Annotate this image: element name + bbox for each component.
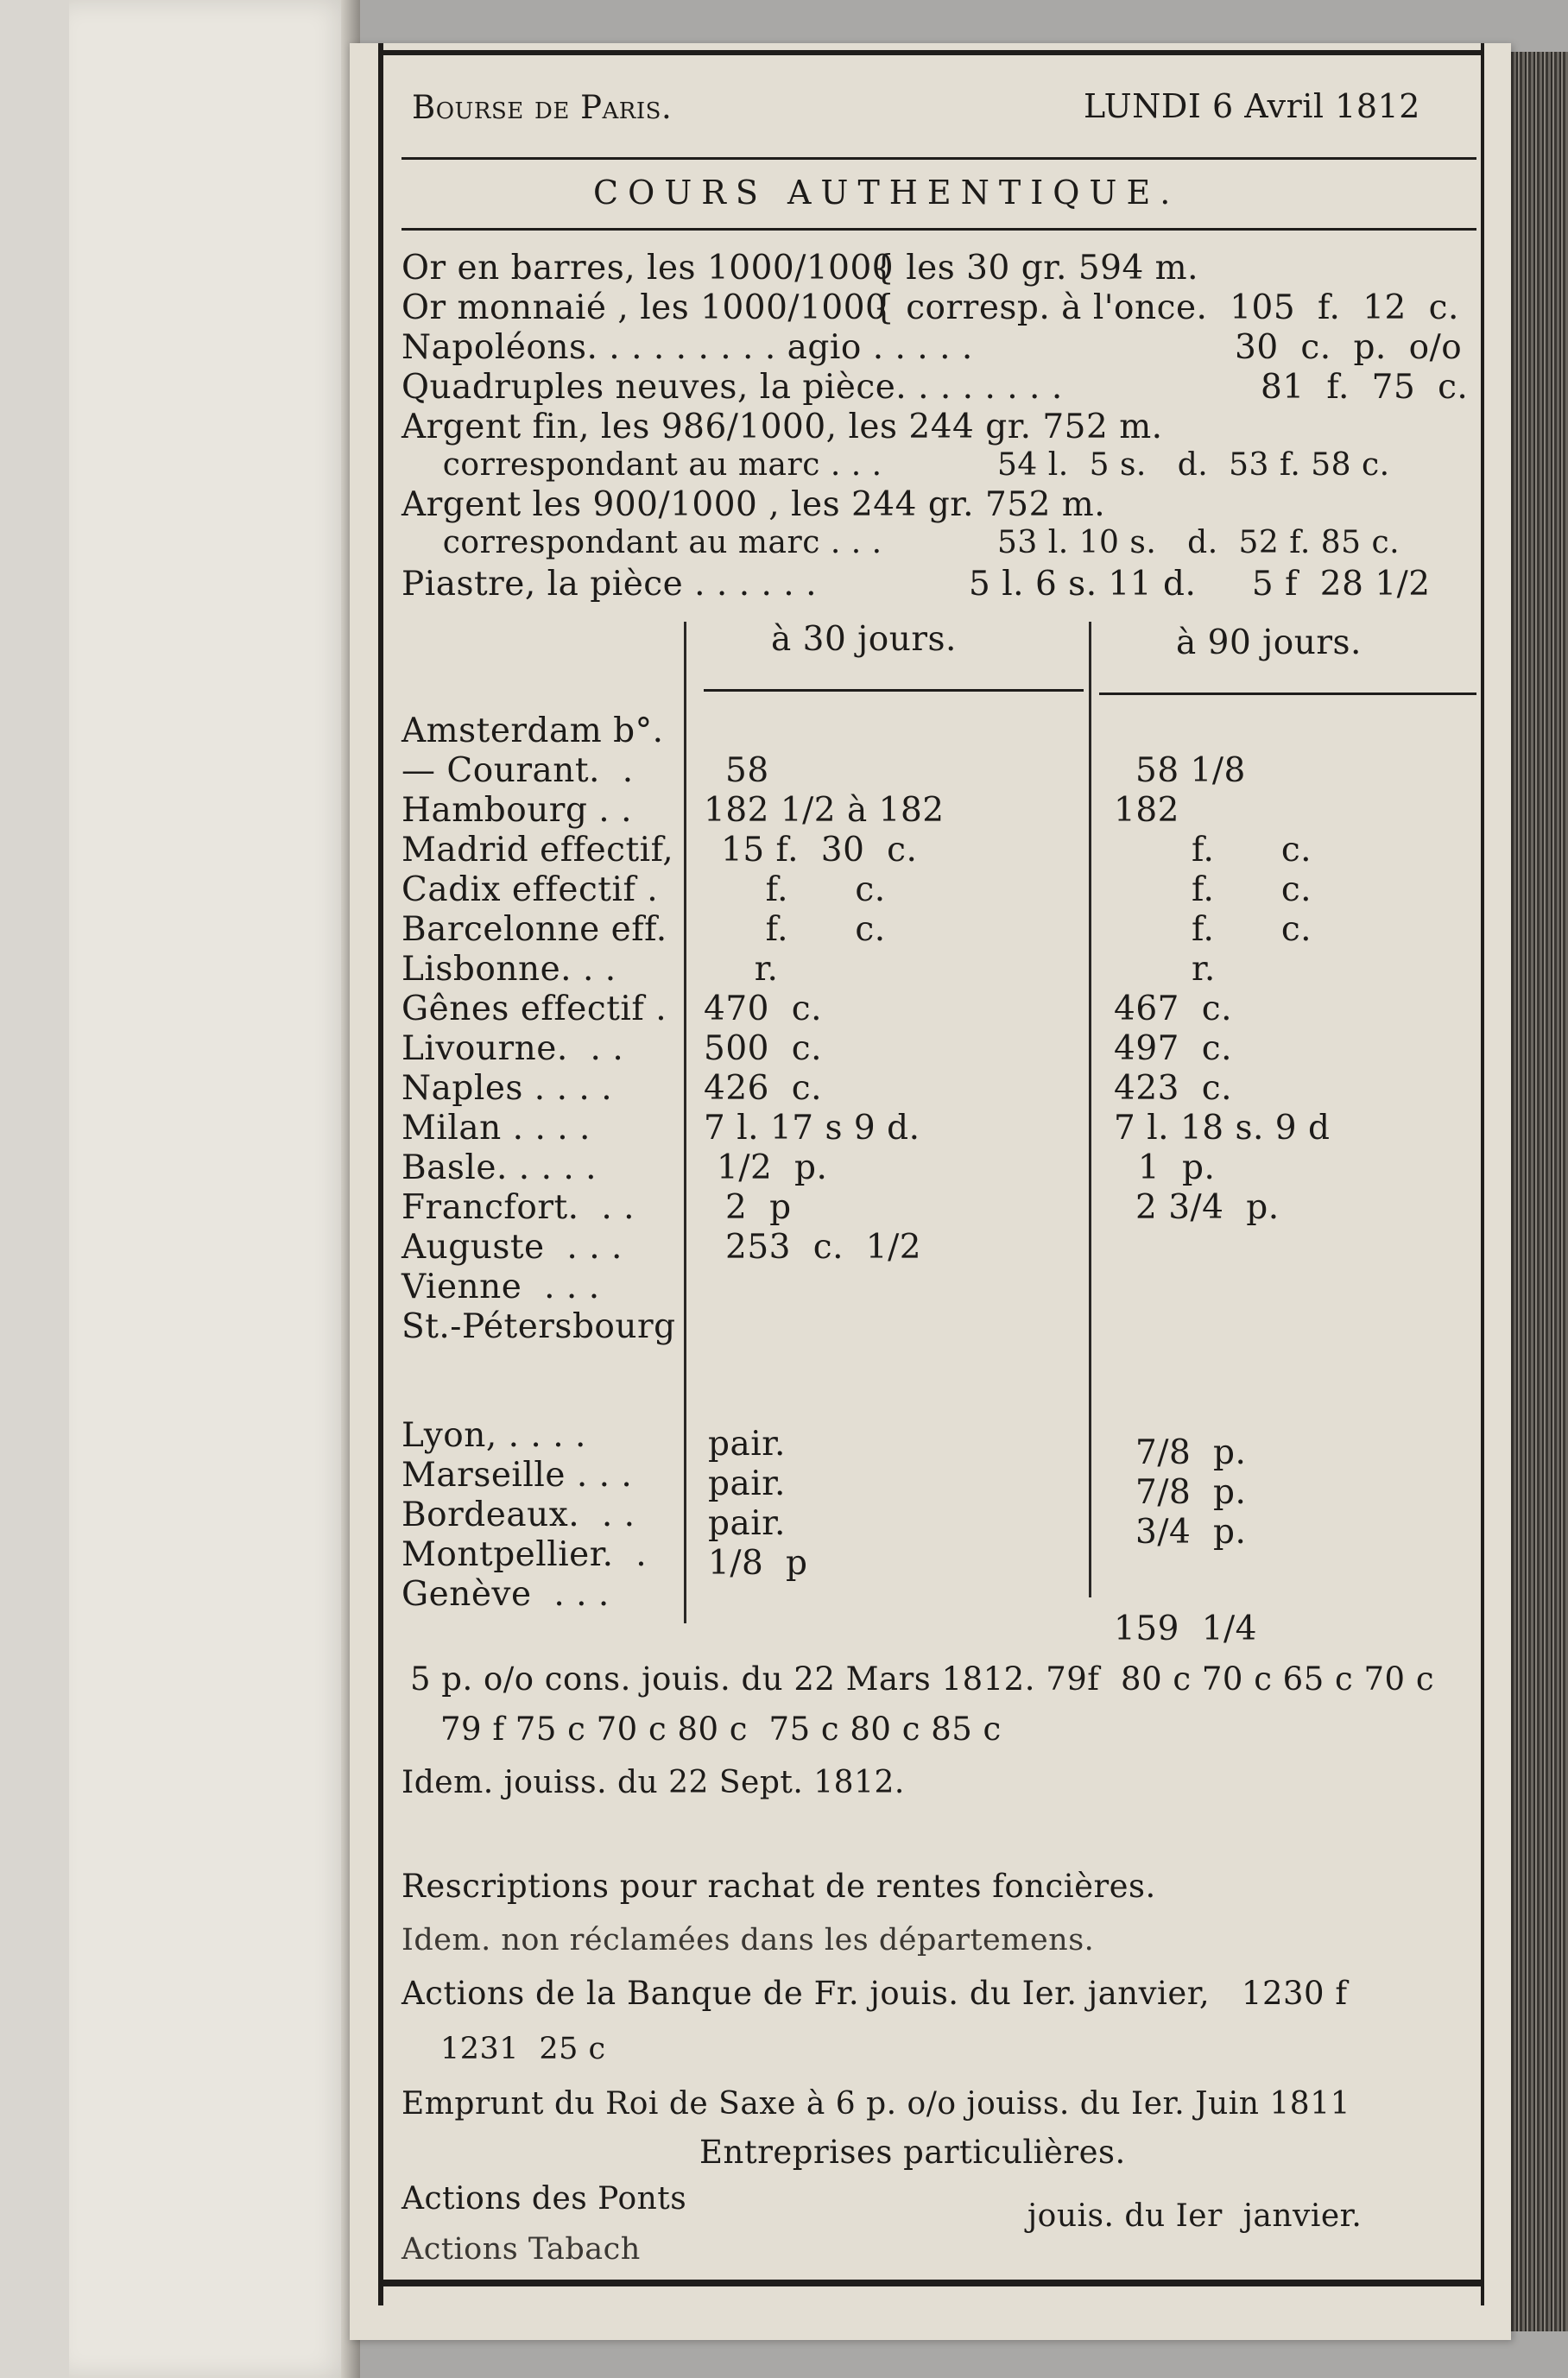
- rescriptions-line: Rescriptions pour rachat de rentes foncières.: [401, 1868, 1156, 1905]
- column-rule-30: [704, 689, 1084, 692]
- header-date: LUNDI 6 Avril 1812: [1084, 87, 1420, 125]
- metal-label: Napoléons. . . . . . . . . agio . . . . .: [401, 328, 973, 367]
- frame-top-rule: [381, 50, 1483, 55]
- place-label: Montpellier. .: [401, 1535, 648, 1574]
- metal-value: { les 30 gr. 594 m.: [873, 249, 1199, 288]
- place-label: Livourne. . .: [401, 1029, 624, 1068]
- entreprises-heading: Entreprises particulières.: [699, 2134, 1126, 2171]
- rate-90: f. c.: [1192, 910, 1312, 949]
- place-label: Madrid effectif,: [401, 831, 674, 870]
- rate-90: f. c.: [1192, 870, 1312, 909]
- metal-label: Argent les 900/1000 , les 244 gr. 752 m.: [401, 485, 1106, 524]
- ponts-jouis: jouis. du Ier janvier.: [1027, 2198, 1363, 2234]
- place-label: Milan . . . .: [401, 1109, 591, 1148]
- tabac-line: Actions Tabach: [401, 2232, 641, 2267]
- rate-90: 7/8 p.: [1135, 1433, 1247, 1472]
- printed-page: [350, 43, 1511, 2340]
- ponts-line: Actions des Ponts: [401, 2181, 687, 2217]
- banque-line-2: 1231 25 c: [440, 2032, 606, 2066]
- title-rule: [401, 228, 1476, 231]
- metal-label: Piastre, la pièce . . . . . .: [401, 565, 817, 604]
- header-rule: [401, 157, 1476, 160]
- place-label: Bordeaux. . .: [401, 1496, 635, 1534]
- place-label: Genève . . .: [401, 1575, 610, 1614]
- page-title: COURS AUTHENTIQUE.: [593, 174, 1180, 212]
- banque-line-1: Actions de la Banque de Fr. jouis. du Ier. janvier, 1230 f: [401, 1975, 1348, 2012]
- metal-label: Quadruples neuves, la pièce. . . . . . . .: [401, 368, 1063, 407]
- rate-90: 182: [1114, 791, 1179, 830]
- metal-label: correspondant au marc . . .: [401, 447, 882, 483]
- column-rule-90: [1099, 693, 1476, 695]
- rate-30: f. c.: [721, 910, 886, 949]
- place-label: Marseille . . .: [401, 1456, 633, 1495]
- rate-90: 7 l. 18 s. 9 d: [1114, 1109, 1331, 1148]
- place-label: — Courant. .: [401, 751, 634, 790]
- column-header-90: à 90 jours.: [1176, 623, 1362, 662]
- metal-label: correspondant au marc . . .: [401, 525, 882, 560]
- place-label: St.-Pétersbourg: [401, 1307, 676, 1346]
- frame-right-rule: [1481, 43, 1484, 2305]
- place-label: Barcelonne eff.: [401, 910, 667, 949]
- rate-30: 253 c. 1/2: [725, 1228, 922, 1267]
- emprunt-line: Emprunt du Roi de Saxe à 6 p. o/o jouiss. du Ier. Juin 1811: [401, 2086, 1351, 2122]
- metal-value: 81 f. 75 c.: [1261, 368, 1469, 407]
- rate-30: 1/8 p: [708, 1544, 808, 1583]
- metal-value: 5 l. 6 s. 11 d. 5 f 28 1/2: [969, 565, 1431, 604]
- rate-90: 159 1/4: [1114, 1610, 1257, 1648]
- rate-30: 470 c.: [704, 990, 822, 1028]
- rate-30: 58: [725, 751, 769, 790]
- rate-30: pair.: [708, 1504, 786, 1543]
- place-label: Cadix effectif .: [401, 870, 659, 909]
- metal-value: { corresp. à l'once. 105 f. 12 c.: [873, 288, 1459, 327]
- rate-90: 7/8 p.: [1135, 1473, 1247, 1512]
- rate-90: 3/4 p.: [1135, 1513, 1247, 1552]
- header-left: Bourse de Paris.: [412, 89, 673, 126]
- rate-90: r.: [1192, 950, 1216, 989]
- column-divider-left: [684, 622, 686, 1623]
- place-label: Hambourg . .: [401, 791, 633, 830]
- rate-90: 1 p.: [1127, 1148, 1216, 1187]
- rate-90: 467 c.: [1114, 990, 1232, 1028]
- rentes-line-2: 79 f 75 c 70 c 80 c 75 c 80 c 85 c: [440, 1711, 1002, 1748]
- rate-30: 7 l. 17 s 9 d.: [704, 1109, 920, 1148]
- place-label: Gênes effectif .: [401, 990, 667, 1028]
- rate-30: f. c.: [721, 870, 886, 909]
- rate-30: 182 1/2 à 182: [704, 791, 945, 830]
- metal-value: 53 l. 10 s. d. 52 f. 85 c.: [997, 525, 1400, 560]
- left-book-edge: [0, 0, 69, 2378]
- place-label: Lisbonne. . .: [401, 950, 616, 989]
- idem-line: Idem. non réclamées dans les départemens.: [401, 1923, 1095, 1957]
- rate-30: r.: [721, 950, 779, 989]
- place-label: Vienne . . .: [401, 1268, 600, 1306]
- rate-30: 500 c.: [704, 1029, 822, 1068]
- column-divider-right: [1089, 622, 1091, 1597]
- rate-30: 15 f. 30 c.: [721, 831, 918, 870]
- rate-30: pair.: [708, 1464, 786, 1503]
- metal-value: 54 l. 5 s. d. 53 f. 58 c.: [997, 447, 1390, 483]
- metal-value: 30 c. p. o/o: [1235, 328, 1463, 367]
- rate-90: f. c.: [1192, 831, 1312, 870]
- rentes-line-1: 5 p. o/o cons. jouis. du 22 Mars 1812. 79f 80 c 70 c 65 c 70 c: [410, 1660, 1435, 1698]
- metal-label: Argent fin, les 986/1000, les 244 gr. 752 m.: [401, 408, 1163, 446]
- place-label: Naples . . . .: [401, 1069, 613, 1108]
- facing-blank-page: [69, 0, 354, 2378]
- frame-bottom-rule: [381, 2280, 1483, 2286]
- rate-90: 497 c.: [1114, 1029, 1232, 1068]
- rentes-line-3: Idem. jouiss. du 22 Sept. 1812.: [401, 1765, 905, 1800]
- place-label: Lyon, . . . .: [401, 1416, 586, 1455]
- place-label: Auguste . . .: [401, 1228, 623, 1267]
- place-label: Amsterdam b°.: [401, 712, 664, 750]
- page-edges: [1502, 52, 1568, 2331]
- rate-30: 426 c.: [704, 1069, 822, 1108]
- rate-90: 2 3/4 p.: [1135, 1188, 1280, 1227]
- place-label: Basle. . . . .: [401, 1148, 597, 1187]
- rate-90: 423 c.: [1114, 1069, 1232, 1108]
- column-header-30: à 30 jours.: [771, 620, 957, 659]
- place-label: Francfort. . .: [401, 1188, 635, 1227]
- rate-30: 2 p: [725, 1188, 792, 1227]
- frame-left-rule: [378, 43, 383, 2305]
- metal-label: Or monnaié , les 1000/1000: [401, 288, 888, 327]
- rate-90: 58 1/8: [1135, 751, 1246, 790]
- rate-30: pair.: [708, 1425, 786, 1464]
- rate-30: 1/2 p.: [717, 1148, 828, 1187]
- metal-label: Or en barres, les 1000/1000: [401, 249, 895, 288]
